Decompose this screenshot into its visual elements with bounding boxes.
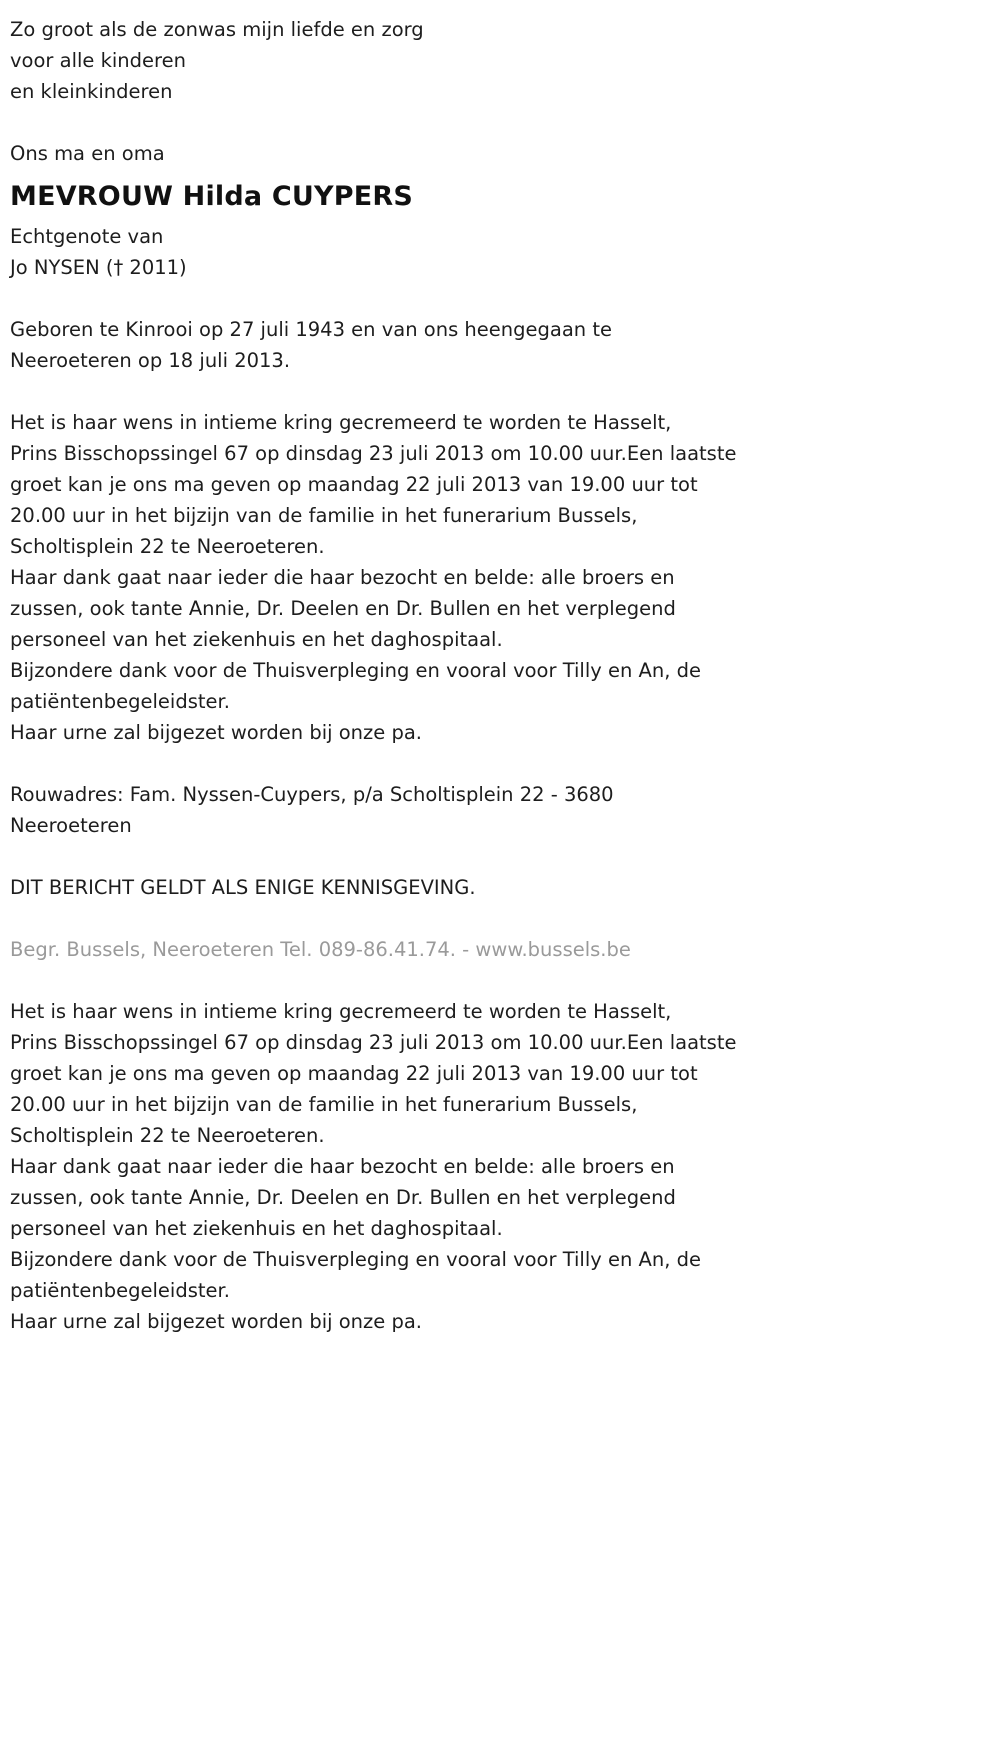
relation-block [10,138,990,169]
spacer [10,107,990,138]
ceremony-line-2: Prins Bisschopssingel 67 op dinsdag 23 juli 2013 om 10.00 uur.Een laatste [10,442,737,465]
poem-line-1: Zo groot als de zonwas mijn liefde en zorg [10,18,424,41]
ceremony-line-8: personeel van het ziekenhuis en het daghospitaal. [10,628,503,651]
ceremony-line-5: Scholtisplein 22 te Neeroeteren. [10,535,325,558]
ceremony-block [10,407,990,748]
poem-block [10,14,990,107]
ceremony-repeat-line-4: 20.00 uur in het bijzijn van de familie in het funerarium Bussels, [10,1093,638,1116]
poem-line-3: en kleinkinderen [10,80,173,103]
spouse-block [10,221,990,283]
spacer [10,841,990,872]
ceremony-repeat-line-6: Haar dank gaat naar ieder die haar bezocht en belde: alle broers en [10,1155,675,1178]
mourning-address-block [10,779,990,841]
ceremony-repeat-block [10,996,990,1337]
poem-line-2: voor alle kinderen [10,49,186,72]
spouse-label: Echtgenote van [10,225,164,248]
birth-death-line-2: Neeroeteren op 18 juli 2013. [10,349,291,372]
ceremony-line-7: zussen, ook tante Annie, Dr. Deelen en Dr. Bullen en het verplegend [10,597,676,620]
mourning-address-line-2: Neeroeteren [10,814,132,837]
spacer [10,965,990,996]
ceremony-line-3: groet kan je ons ma geven op maandag 22 juli 2013 van 19.00 uur tot [10,473,698,496]
ceremony-repeat-line-7: zussen, ook tante Annie, Dr. Deelen en Dr. Bullen en het verplegend [10,1186,676,1209]
deceased-name: MEVROUW Hilda CUYPERS [10,181,414,212]
spacer [10,748,990,779]
funeral-home-text: Begr. Bussels, Neeroeteren Tel. 089-86.41.74. - www.bussels.be [10,938,631,961]
ceremony-repeat-line-2: Prins Bisschopssingel 67 op dinsdag 23 juli 2013 om 10.00 uur.Een laatste [10,1031,737,1054]
ceremony-line-6: Haar dank gaat naar ieder die haar bezocht en belde: alle broers en [10,566,675,589]
ceremony-repeat-line-5: Scholtisplein 22 te Neeroeteren. [10,1124,325,1147]
spouse-name: Jo NYSEN († 2011) [10,256,187,279]
funeral-home-block [10,934,990,965]
ceremony-repeat-line-9: Bijzondere dank voor de Thuisverpleging en vooral voor Tilly en An, de [10,1248,702,1271]
ceremony-repeat-line-1: Het is haar wens in intieme kring gecremeerd te worden te Hasselt, [10,1000,672,1023]
spacer [10,376,990,407]
ceremony-line-11: Haar urne zal bijgezet worden bij onze pa. [10,721,422,744]
spacer [10,283,990,314]
ceremony-repeat-line-11: Haar urne zal bijgezet worden bij onze pa. [10,1310,422,1333]
ceremony-line-4: 20.00 uur in het bijzijn van de familie in het funerarium Bussels, [10,504,638,527]
relation-text: Ons ma en oma [10,142,165,165]
mourning-address-line-1: Rouwadres: Fam. Nyssen-Cuypers, p/a Scholtisplein 22 - 3680 [10,783,614,806]
ceremony-repeat-line-3: groet kan je ons ma geven op maandag 22 juli 2013 van 19.00 uur tot [10,1062,698,1085]
ceremony-repeat-line-10: patiëntenbegeleidster. [10,1279,230,1302]
ceremony-repeat-line-8: personeel van het ziekenhuis en het daghospitaal. [10,1217,503,1240]
single-notice-text: DIT BERICHT GELDT ALS ENIGE KENNISGEVING. [10,876,476,899]
birth-death-block [10,314,990,376]
ceremony-line-1: Het is haar wens in intieme kring gecremeerd te worden te Hasselt, [10,411,672,434]
single-notice-block [10,872,990,903]
birth-death-line-1: Geboren te Kinrooi op 27 juli 1943 en van ons heengegaan te [10,318,612,341]
spacer [10,903,990,934]
ceremony-line-9: Bijzondere dank voor de Thuisverpleging en vooral voor Tilly en An, de [10,659,702,682]
ceremony-line-10: patiëntenbegeleidster. [10,690,230,713]
